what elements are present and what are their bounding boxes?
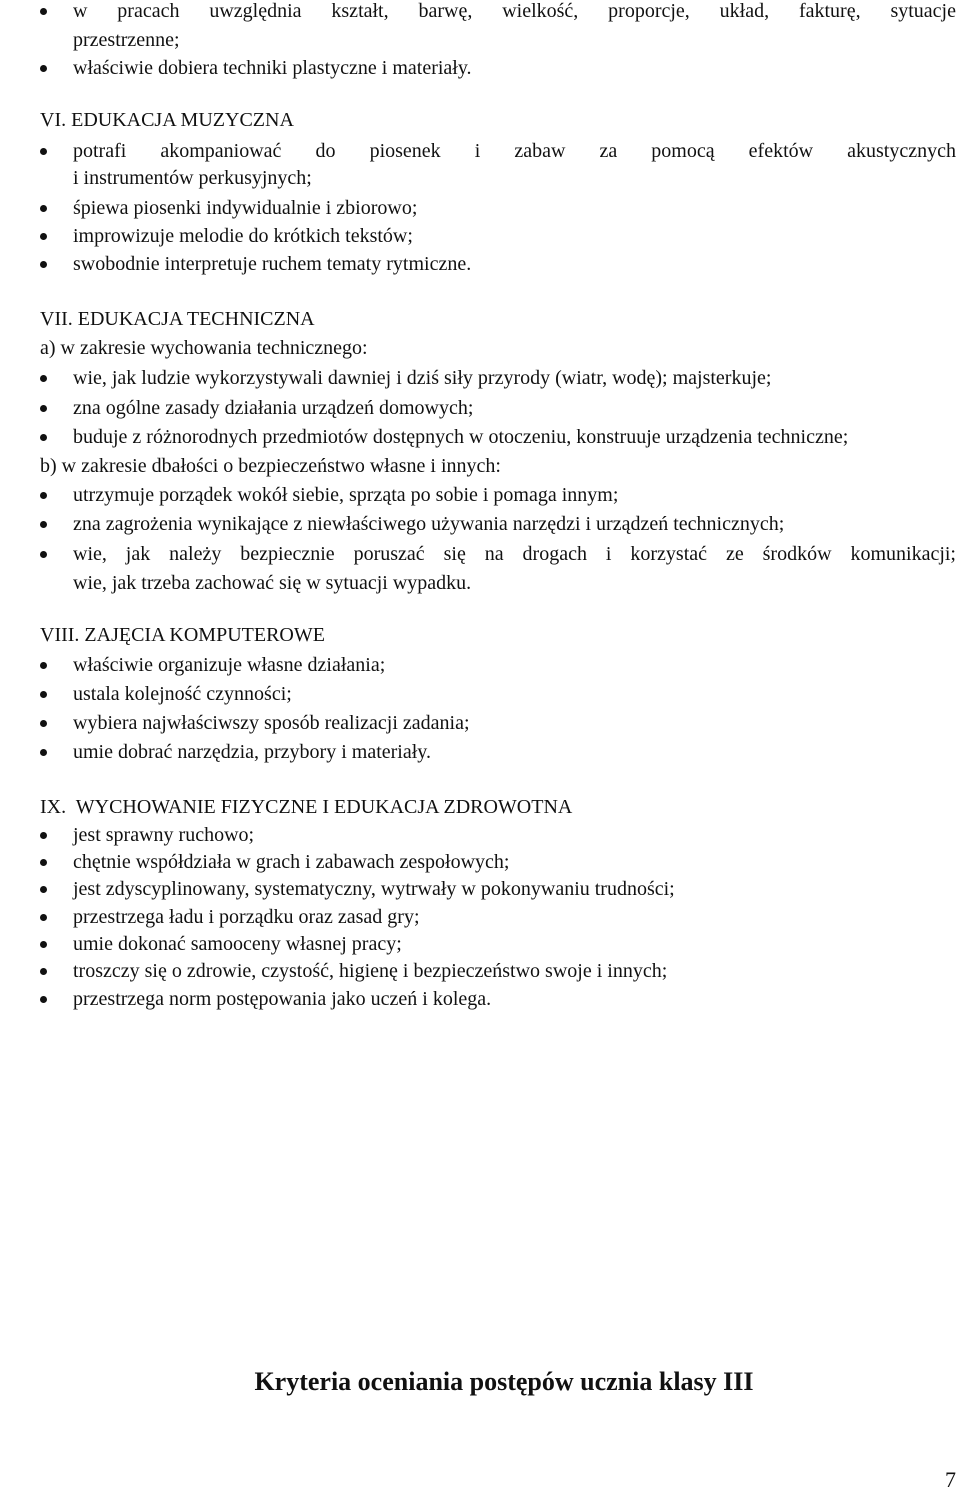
bullet-icon [40,205,47,212]
bullet-icon [40,691,47,698]
bullet-icon [40,261,47,268]
document-page: w pracach uwzględnia kształt, barwę, wielkość, proporcje, układ, fakturę, sytuacje przestrzenne; właściwie dobiera techniki plastyczne i materiały. VI. EDUKACJA MUZYCZNA potrafi akompaniować do piosenek i zabaw za pomocą efektów akustycznych i instrumentów perkusyjnych; śpiewa piosenki indywidualnie i zbiorowo; improwizuje melodie do krótkich tekstów; swobodnie interpretuje ruchem tematy rytmiczne. VII. EDUKACJA TECHNICZNA a) w zakresie wychowania technicznego: wie, jak ludzie wykorzystywali dawniej i dziś siły przyrody (wiatr, wodę); majsterkuje; zna ogólne zasady działania urządzeń domowych; buduje z różnorodnych przedmiotów dostępnych w otoczeniu, konstruuje urządzenia techniczne; b) w zakresie dbałości o bezpieczeństwo własne i innych: utrzymuje porządek wokół siebie, sprząta po sobie i pomaga innym; zna zagrożenia wynikające z niewłaściwego używania narzędzi i urządzeń technicznych; wie, jak należy bezpiecznie poruszać się na drogach i korzystać ze środków komunikacji; wie, jak trzeba zachować się w sytuacji wypadku. VIII. ZAJĘCIA KOMPUTEROWE właściwie organizuje własne działania; ustala kolejność czynności; wybiera najwłaściwszy sposób realizacji zadania; umie dobrać narzędzia, przybory i materiały. IX. WYCHOWANIE FIZYCZNE I EDUKACJA ZDROWOTNA jest sprawny ruchowo; chętnie współdziała w grach i zabawach zespołowych; jest zdyscyplinowany, systematyczny, wytrwały w pokonywaniu trudności; przestrzega ładu i porządku oraz zasad gry; umie dokonać samooceny własnej pracy; troszczy się o zdrowie, czystość, higienę i bezpieczeństwo swoje i innych; przestrzega norm postępowania jako uczeń i kolega. Kryteria oceniania postępów ucznia klasy III 7 [0,0,960,1493]
bullet-icon [40,521,47,528]
bullet-icon [40,996,47,1003]
bullet-icon [40,233,47,240]
bullet-icon [40,968,47,975]
bullet-icon [40,886,47,893]
bullet-icon [40,8,47,15]
bullet-icon [40,749,47,756]
bullet-icon [40,148,47,155]
bullet-icon [40,941,47,948]
bullet-icon [40,859,47,866]
bullet-icon [40,551,47,558]
bullet-icon [40,662,47,669]
bullet-icon [40,375,47,382]
page-number: 7 [945,1467,956,1492]
bullet-icon [40,720,47,727]
bullet-icon [40,434,47,441]
bullet-icon [40,492,47,499]
bullet-icon [40,914,47,921]
bullet-icon [40,65,47,72]
footer-title: Kryteria oceniania postępów ucznia klasy III [254,1367,754,1396]
bullet-icon [40,405,47,412]
bullet-icon [40,832,47,839]
